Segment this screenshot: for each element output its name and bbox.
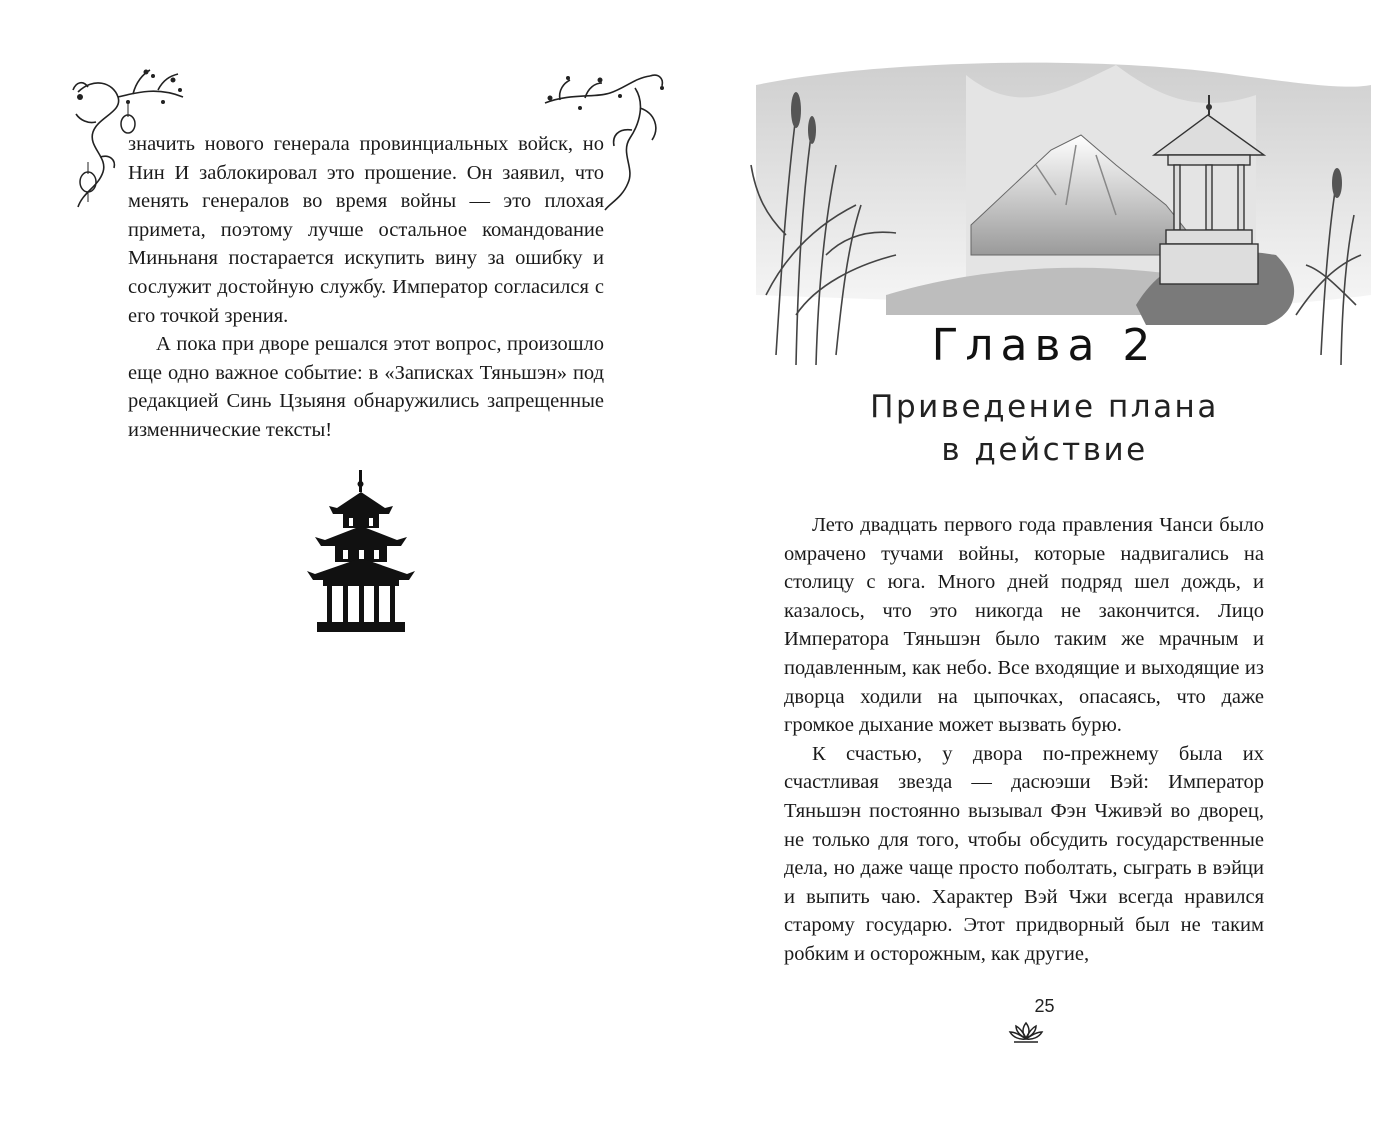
chapter-title-line: в действие <box>941 432 1148 468</box>
pagoda-silhouette-icon <box>307 470 415 632</box>
paragraph: А пока при дворе решался этот вопрос, произошло еще одно важное событие: в «Записках Тяньшэн» под редакцией Синь Цзыяня обнаружились запрещенные изменнические тексты! <box>128 333 604 441</box>
lotus-icon <box>1008 1020 1044 1044</box>
paragraph: К счастью, у двора по-прежнему была их счастливая звезда — дасюэши Вэй: Император Тяньшэн постоянно вызывал Фэн Чживэй во дворец, не только для того, чтобы обсудить государственные дела, но даже чаще просто поболтать, сыграть в вэйци и выпить чаю. Характер Вэй Чжи всегда нравился старому государю. Этот придворный был не таким робким и осторожным, как другие, <box>784 742 1264 965</box>
paragraph: значить нового генерала провинциальных войск, но Нин И заблокировал это прошение. Он заявил, что менять генералов во время войны — это плохая примета, поэтому лучше остальное командование Миньнаня постарается искупить вину за ошибку и сослужит достойную службу. Император согласился с его точкой зрения. <box>128 133 604 327</box>
chapter-title <box>696 386 1393 472</box>
left-page <box>0 0 696 1125</box>
chapter-label: Глава 2 <box>931 320 1158 371</box>
right-page <box>696 0 1393 1125</box>
chapter-title-line: Приведение плана <box>870 389 1219 425</box>
page-number: 25 <box>1034 996 1055 1016</box>
paragraph: Лето двадцать первого года правления Чанси было омрачено тучами войны, которые надвигались на столицу с юга. Много дней подряд шел дождь, и казалось, что это никогда не закончится. Лицо Императора Тяньшэн было таким же мрачным и подавленным, как небо. Все входящие и выходящие из дворца ходили на цыпочках, опасаясь, что даже громкое дыхание может вызвать бурю. <box>784 514 1264 737</box>
left-page-text <box>128 130 604 445</box>
right-page-text <box>784 511 1264 969</box>
